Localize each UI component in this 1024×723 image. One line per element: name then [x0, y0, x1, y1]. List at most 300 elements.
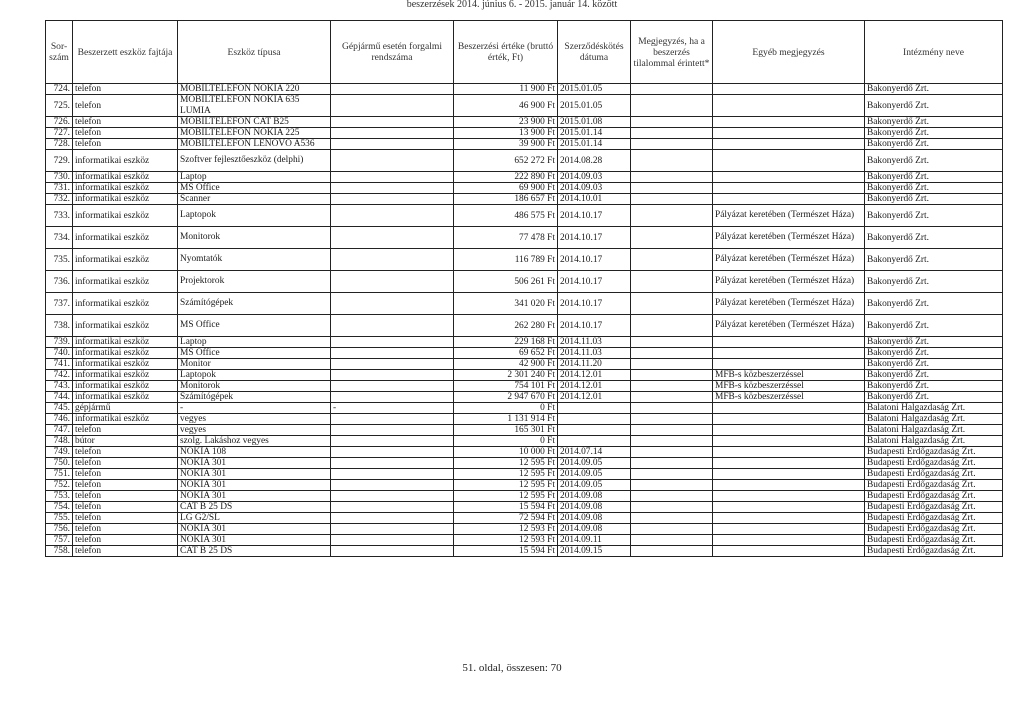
- table-row: [46, 436, 1003, 447]
- row-note-cell: Pályázat keretében (Természet Háza): [713, 293, 865, 315]
- row-number-cell: 729.: [46, 150, 73, 172]
- row-type-cell: Számítógépek: [178, 293, 331, 315]
- row-type-cell: Monitorok: [178, 227, 331, 249]
- table-row: [46, 469, 1003, 480]
- row-number-cell: 745.: [46, 403, 73, 414]
- row-restriction-cell: [631, 447, 713, 458]
- row-type-cell: CAT B 25 DS: [178, 502, 331, 513]
- row-note-cell: [713, 502, 865, 513]
- row-value-cell: 12 595 Ft: [454, 458, 558, 469]
- row-value-cell: 12 595 Ft: [454, 480, 558, 491]
- row-note-cell: [713, 513, 865, 524]
- row-note-cell: [713, 337, 865, 348]
- table-row: [46, 381, 1003, 392]
- row-institution-cell: Bakonyerdő Zrt.: [865, 95, 1003, 117]
- table-row: [46, 480, 1003, 491]
- row-institution-cell: Bakonyerdő Zrt.: [865, 337, 1003, 348]
- row-value-cell: 69 652 Ft: [454, 348, 558, 359]
- table-row: [46, 337, 1003, 348]
- table-row: [46, 348, 1003, 359]
- row-note-cell: [713, 535, 865, 546]
- row-kind-cell: telefon: [73, 491, 178, 502]
- row-note-cell: [713, 359, 865, 370]
- row-restriction-cell: [631, 469, 713, 480]
- row-number-cell: 733.: [46, 205, 73, 227]
- row-value-cell: 12 593 Ft: [454, 524, 558, 535]
- row-value-cell: 341 020 Ft: [454, 293, 558, 315]
- row-note-cell: [713, 194, 865, 205]
- row-type-cell: Scanner: [178, 194, 331, 205]
- table-row: [46, 392, 1003, 403]
- row-value-cell: 15 594 Ft: [454, 502, 558, 513]
- row-restriction-cell: [631, 249, 713, 271]
- row-kind-cell: telefon: [73, 458, 178, 469]
- row-type-cell: Laptopok: [178, 205, 331, 227]
- row-restriction-cell: [631, 535, 713, 546]
- row-kind-cell: telefon: [73, 546, 178, 557]
- row-type-cell: MOBILTELEFON NOKIA 225: [178, 128, 331, 139]
- row-number-cell: 727.: [46, 128, 73, 139]
- row-date-cell: 2015.01.14: [558, 128, 631, 139]
- row-institution-cell: Bakonyerdő Zrt.: [865, 293, 1003, 315]
- row-value-cell: 12 595 Ft: [454, 469, 558, 480]
- row-plate-cell: -: [331, 403, 454, 414]
- row-type-cell: Projektorok: [178, 271, 331, 293]
- row-date-cell: 2015.01.05: [558, 95, 631, 117]
- row-institution-cell: Bakonyerdő Zrt.: [865, 227, 1003, 249]
- row-restriction-cell: [631, 172, 713, 183]
- row-plate-cell: [331, 425, 454, 436]
- row-type-cell: Számítógépek: [178, 392, 331, 403]
- row-date-cell: 2014.12.01: [558, 381, 631, 392]
- row-value-cell: 23 900 Ft: [454, 117, 558, 128]
- row-plate-cell: [331, 150, 454, 172]
- row-date-cell: [558, 425, 631, 436]
- row-value-cell: 0 Ft: [454, 403, 558, 414]
- row-plate-cell: [331, 524, 454, 535]
- table-row: [46, 370, 1003, 381]
- row-plate-cell: [331, 249, 454, 271]
- row-note-cell: [713, 139, 865, 150]
- row-kind-cell: informatikai eszköz: [73, 337, 178, 348]
- row-institution-cell: Bakonyerdő Zrt.: [865, 194, 1003, 205]
- row-number-cell: 758.: [46, 546, 73, 557]
- row-note-cell: Pályázat keretében (Természet Háza): [713, 205, 865, 227]
- row-note-cell: [713, 414, 865, 425]
- row-restriction-cell: [631, 458, 713, 469]
- row-date-cell: [558, 414, 631, 425]
- row-date-cell: 2014.10.17: [558, 271, 631, 293]
- row-kind-cell: informatikai eszköz: [73, 315, 178, 337]
- table-row: [46, 249, 1003, 271]
- row-kind-cell: telefon: [73, 95, 178, 117]
- row-restriction-cell: [631, 513, 713, 524]
- row-value-cell: 42 900 Ft: [454, 359, 558, 370]
- column-header-number: Sor- szám: [46, 21, 73, 84]
- row-plate-cell: [331, 117, 454, 128]
- page-header-text: beszerzések 2014. június 6. - 2015. január 14. között: [406, 0, 618, 10]
- row-date-cell: [558, 436, 631, 447]
- row-plate-cell: [331, 227, 454, 249]
- row-restriction-cell: [631, 293, 713, 315]
- row-type-cell: MOBILTELEFON LENOVO A536: [178, 139, 331, 150]
- row-value-cell: 2 301 240 Ft: [454, 370, 558, 381]
- row-date-cell: 2014.12.01: [558, 392, 631, 403]
- row-kind-cell: informatikai eszköz: [73, 348, 178, 359]
- row-kind-cell: telefon: [73, 513, 178, 524]
- column-header-kind: Beszerzett eszköz fajtája: [73, 21, 178, 84]
- table-row: [46, 139, 1003, 150]
- row-date-cell: 2014.09.15: [558, 546, 631, 557]
- row-kind-cell: telefon: [73, 480, 178, 491]
- row-note-cell: [713, 348, 865, 359]
- row-plate-cell: [331, 359, 454, 370]
- row-value-cell: 652 272 Ft: [454, 150, 558, 172]
- row-restriction-cell: [631, 436, 713, 447]
- row-plate-cell: [331, 337, 454, 348]
- row-number-cell: 726.: [46, 117, 73, 128]
- row-note-cell: [713, 469, 865, 480]
- row-number-cell: 737.: [46, 293, 73, 315]
- row-date-cell: 2014.09.08: [558, 513, 631, 524]
- row-note-cell: [713, 403, 865, 414]
- row-institution-cell: Balatoni Halgazdaság Zrt.: [865, 403, 1003, 414]
- row-kind-cell: telefon: [73, 139, 178, 150]
- row-number-cell: 756.: [46, 524, 73, 535]
- row-value-cell: 116 789 Ft: [454, 249, 558, 271]
- row-restriction-cell: [631, 117, 713, 128]
- row-date-cell: 2014.09.05: [558, 469, 631, 480]
- row-type-cell: vegyes: [178, 414, 331, 425]
- row-plate-cell: [331, 348, 454, 359]
- row-institution-cell: Budapesti Erdőgazdaság Zrt.: [865, 535, 1003, 546]
- row-date-cell: 2014.10.17: [558, 315, 631, 337]
- row-type-cell: MS Office: [178, 315, 331, 337]
- row-number-cell: 725.: [46, 95, 73, 117]
- row-date-cell: 2014.09.03: [558, 172, 631, 183]
- row-date-cell: 2014.10.17: [558, 249, 631, 271]
- row-value-cell: 186 657 Ft: [454, 194, 558, 205]
- row-value-cell: 506 261 Ft: [454, 271, 558, 293]
- row-institution-cell: Bakonyerdő Zrt.: [865, 359, 1003, 370]
- column-header-type: Eszköz típusa: [178, 21, 331, 84]
- table-body: [46, 84, 1003, 557]
- row-plate-cell: [331, 271, 454, 293]
- row-plate-cell: [331, 84, 454, 95]
- row-value-cell: 13 900 Ft: [454, 128, 558, 139]
- row-value-cell: 12 595 Ft: [454, 491, 558, 502]
- row-restriction-cell: [631, 84, 713, 95]
- row-note-cell: MFB-s közbeszerzéssel: [713, 381, 865, 392]
- row-type-cell: MOBILTELEFON CAT B25: [178, 117, 331, 128]
- row-kind-cell: informatikai eszköz: [73, 183, 178, 194]
- row-date-cell: 2014.10.17: [558, 293, 631, 315]
- row-date-cell: 2014.10.17: [558, 205, 631, 227]
- table-header-row: [46, 21, 1003, 84]
- table-row: [46, 315, 1003, 337]
- row-value-cell: 229 168 Ft: [454, 337, 558, 348]
- row-note-cell: MFB-s közbeszerzéssel: [713, 392, 865, 403]
- table-row: [46, 414, 1003, 425]
- row-kind-cell: informatikai eszköz: [73, 271, 178, 293]
- table-row: [46, 293, 1003, 315]
- row-date-cell: 2014.09.11: [558, 535, 631, 546]
- row-note-cell: [713, 447, 865, 458]
- row-institution-cell: Budapesti Erdőgazdaság Zrt.: [865, 458, 1003, 469]
- row-kind-cell: informatikai eszköz: [73, 392, 178, 403]
- row-restriction-cell: [631, 524, 713, 535]
- row-note-cell: Pályázat keretében (Természet Háza): [713, 227, 865, 249]
- row-kind-cell: informatikai eszköz: [73, 293, 178, 315]
- row-type-cell: Nyomtatók: [178, 249, 331, 271]
- row-type-cell: NOKIA 301: [178, 524, 331, 535]
- row-plate-cell: [331, 491, 454, 502]
- row-kind-cell: telefon: [73, 524, 178, 535]
- column-header-value: Beszerzési értéke (bruttó érték, Ft): [454, 21, 558, 84]
- row-institution-cell: Bakonyerdő Zrt.: [865, 183, 1003, 194]
- row-note-cell: [713, 117, 865, 128]
- row-restriction-cell: [631, 403, 713, 414]
- table-row: [46, 205, 1003, 227]
- row-note-cell: [713, 458, 865, 469]
- row-restriction-cell: [631, 425, 713, 436]
- row-kind-cell: informatikai eszköz: [73, 414, 178, 425]
- row-institution-cell: Bakonyerdő Zrt.: [865, 150, 1003, 172]
- row-date-cell: 2015.01.08: [558, 117, 631, 128]
- column-header-date: Szerződéskötés dátuma: [558, 21, 631, 84]
- row-plate-cell: [331, 183, 454, 194]
- table-row: [46, 271, 1003, 293]
- row-type-cell: NOKIA 301: [178, 480, 331, 491]
- row-number-cell: 740.: [46, 348, 73, 359]
- row-kind-cell: informatikai eszköz: [73, 150, 178, 172]
- row-number-cell: 724.: [46, 84, 73, 95]
- row-type-cell: NOKIA 301: [178, 535, 331, 546]
- row-restriction-cell: [631, 348, 713, 359]
- row-restriction-cell: [631, 183, 713, 194]
- row-value-cell: 72 594 Ft: [454, 513, 558, 524]
- row-institution-cell: Balatoni Halgazdaság Zrt.: [865, 414, 1003, 425]
- row-institution-cell: Budapesti Erdőgazdaság Zrt.: [865, 546, 1003, 557]
- table-row: [46, 535, 1003, 546]
- row-restriction-cell: [631, 128, 713, 139]
- row-restriction-cell: [631, 95, 713, 117]
- row-plate-cell: [331, 128, 454, 139]
- row-number-cell: 734.: [46, 227, 73, 249]
- row-type-cell: vegyes: [178, 425, 331, 436]
- row-plate-cell: [331, 293, 454, 315]
- row-restriction-cell: [631, 227, 713, 249]
- row-kind-cell: telefon: [73, 117, 178, 128]
- row-date-cell: 2015.01.05: [558, 84, 631, 95]
- row-restriction-cell: [631, 315, 713, 337]
- row-restriction-cell: [631, 150, 713, 172]
- row-plate-cell: [331, 392, 454, 403]
- row-note-cell: [713, 172, 865, 183]
- row-number-cell: 755.: [46, 513, 73, 524]
- table-row: [46, 150, 1003, 172]
- row-institution-cell: Budapesti Erdőgazdaság Zrt.: [865, 513, 1003, 524]
- row-value-cell: 0 Ft: [454, 436, 558, 447]
- row-institution-cell: Budapesti Erdőgazdaság Zrt.: [865, 469, 1003, 480]
- row-type-cell: Monitor: [178, 359, 331, 370]
- row-note-cell: [713, 546, 865, 557]
- row-date-cell: 2014.10.17: [558, 227, 631, 249]
- row-restriction-cell: [631, 381, 713, 392]
- row-restriction-cell: [631, 205, 713, 227]
- row-kind-cell: informatikai eszköz: [73, 359, 178, 370]
- row-value-cell: 77 478 Ft: [454, 227, 558, 249]
- table-row: [46, 183, 1003, 194]
- row-number-cell: 741.: [46, 359, 73, 370]
- row-date-cell: 2014.07.14: [558, 447, 631, 458]
- row-number-cell: 750.: [46, 458, 73, 469]
- column-header-institution: Intézmény neve: [865, 21, 1003, 84]
- table-row: [46, 95, 1003, 117]
- table-row: [46, 502, 1003, 513]
- row-institution-cell: Balatoni Halgazdaság Zrt.: [865, 436, 1003, 447]
- row-plate-cell: [331, 139, 454, 150]
- row-type-cell: szolg. Lakáshoz vegyes: [178, 436, 331, 447]
- row-kind-cell: informatikai eszköz: [73, 249, 178, 271]
- row-date-cell: 2014.09.05: [558, 480, 631, 491]
- row-type-cell: Laptop: [178, 337, 331, 348]
- row-note-cell: [713, 128, 865, 139]
- row-value-cell: 754 101 Ft: [454, 381, 558, 392]
- row-kind-cell: telefon: [73, 535, 178, 546]
- row-number-cell: 754.: [46, 502, 73, 513]
- row-type-cell: MS Office: [178, 348, 331, 359]
- row-note-cell: [713, 150, 865, 172]
- row-plate-cell: [331, 172, 454, 183]
- row-date-cell: 2014.11.03: [558, 348, 631, 359]
- table-row: [46, 128, 1003, 139]
- row-plate-cell: [331, 436, 454, 447]
- column-header-restriction: Megjegyzés, ha a beszerzés tilalommal érintett*: [631, 21, 713, 84]
- row-date-cell: 2014.11.03: [558, 337, 631, 348]
- row-value-cell: 262 280 Ft: [454, 315, 558, 337]
- row-type-cell: Laptopok: [178, 370, 331, 381]
- row-note-cell: Pályázat keretében (Természet Háza): [713, 271, 865, 293]
- row-plate-cell: [331, 447, 454, 458]
- row-kind-cell: telefon: [73, 128, 178, 139]
- table-row: [46, 546, 1003, 557]
- row-institution-cell: Bakonyerdő Zrt.: [865, 139, 1003, 150]
- row-restriction-cell: [631, 370, 713, 381]
- row-value-cell: 486 575 Ft: [454, 205, 558, 227]
- row-note-cell: Pályázat keretében (Természet Háza): [713, 315, 865, 337]
- row-number-cell: 752.: [46, 480, 73, 491]
- row-value-cell: 39 900 Ft: [454, 139, 558, 150]
- row-number-cell: 731.: [46, 183, 73, 194]
- row-plate-cell: [331, 535, 454, 546]
- row-date-cell: 2014.09.05: [558, 458, 631, 469]
- row-number-cell: 742.: [46, 370, 73, 381]
- row-plate-cell: [331, 546, 454, 557]
- table-row: [46, 403, 1003, 414]
- row-value-cell: 165 301 Ft: [454, 425, 558, 436]
- row-date-cell: 2014.09.08: [558, 502, 631, 513]
- row-number-cell: 751.: [46, 469, 73, 480]
- row-note-cell: [713, 84, 865, 95]
- row-number-cell: 743.: [46, 381, 73, 392]
- row-value-cell: 15 594 Ft: [454, 546, 558, 557]
- row-date-cell: 2014.09.03: [558, 183, 631, 194]
- row-restriction-cell: [631, 271, 713, 293]
- row-value-cell: 2 947 670 Ft: [454, 392, 558, 403]
- row-number-cell: 753.: [46, 491, 73, 502]
- row-kind-cell: telefon: [73, 447, 178, 458]
- row-note-cell: MFB-s közbeszerzéssel: [713, 370, 865, 381]
- row-institution-cell: Budapesti Erdőgazdaság Zrt.: [865, 502, 1003, 513]
- row-restriction-cell: [631, 194, 713, 205]
- table-row: [46, 524, 1003, 535]
- row-note-cell: [713, 480, 865, 491]
- row-note-cell: [713, 95, 865, 117]
- row-type-cell: NOKIA 301: [178, 469, 331, 480]
- row-value-cell: 10 000 Ft: [454, 447, 558, 458]
- row-type-cell: -: [178, 403, 331, 414]
- row-date-cell: 2014.12.01: [558, 370, 631, 381]
- row-kind-cell: informatikai eszköz: [73, 370, 178, 381]
- row-number-cell: 746.: [46, 414, 73, 425]
- row-institution-cell: Bakonyerdő Zrt.: [865, 205, 1003, 227]
- row-institution-cell: Bakonyerdő Zrt.: [865, 381, 1003, 392]
- row-number-cell: 730.: [46, 172, 73, 183]
- row-number-cell: 735.: [46, 249, 73, 271]
- row-institution-cell: Bakonyerdő Zrt.: [865, 84, 1003, 95]
- row-note-cell: [713, 183, 865, 194]
- row-type-cell: Szoftver fejlesztőeszköz (delphi): [178, 150, 331, 172]
- row-type-cell: NOKIA 301: [178, 491, 331, 502]
- row-plate-cell: [331, 370, 454, 381]
- row-number-cell: 732.: [46, 194, 73, 205]
- row-plate-cell: [331, 414, 454, 425]
- row-plate-cell: [331, 480, 454, 491]
- row-date-cell: 2014.10.01: [558, 194, 631, 205]
- row-type-cell: Laptop: [178, 172, 331, 183]
- row-value-cell: 11 900 Ft: [454, 84, 558, 95]
- row-restriction-cell: [631, 491, 713, 502]
- row-note-cell: [713, 491, 865, 502]
- column-header-note: Egyéb megjegyzés: [713, 21, 865, 84]
- row-number-cell: 728.: [46, 139, 73, 150]
- row-institution-cell: Bakonyerdő Zrt.: [865, 271, 1003, 293]
- row-plate-cell: [331, 469, 454, 480]
- row-note-cell: [713, 524, 865, 535]
- row-restriction-cell: [631, 502, 713, 513]
- row-number-cell: 739.: [46, 337, 73, 348]
- row-institution-cell: Balatoni Halgazdaság Zrt.: [865, 425, 1003, 436]
- row-plate-cell: [331, 205, 454, 227]
- row-type-cell: CAT B 25 DS: [178, 546, 331, 557]
- row-restriction-cell: [631, 337, 713, 348]
- row-kind-cell: informatikai eszköz: [73, 381, 178, 392]
- row-type-cell: LG G2/SL: [178, 513, 331, 524]
- row-restriction-cell: [631, 139, 713, 150]
- row-institution-cell: Budapesti Erdőgazdaság Zrt.: [865, 524, 1003, 535]
- row-plate-cell: [331, 458, 454, 469]
- row-kind-cell: gépjármű: [73, 403, 178, 414]
- row-date-cell: 2014.09.08: [558, 491, 631, 502]
- row-kind-cell: informatikai eszköz: [73, 172, 178, 183]
- row-number-cell: 744.: [46, 392, 73, 403]
- row-plate-cell: [331, 502, 454, 513]
- row-type-cell: Monitorok: [178, 381, 331, 392]
- row-type-cell: MOBILTELEFON NOKIA 635 LUMIA: [178, 95, 331, 117]
- row-institution-cell: Budapesti Erdőgazdaság Zrt.: [865, 480, 1003, 491]
- row-note-cell: Pályázat keretében (Természet Háza): [713, 249, 865, 271]
